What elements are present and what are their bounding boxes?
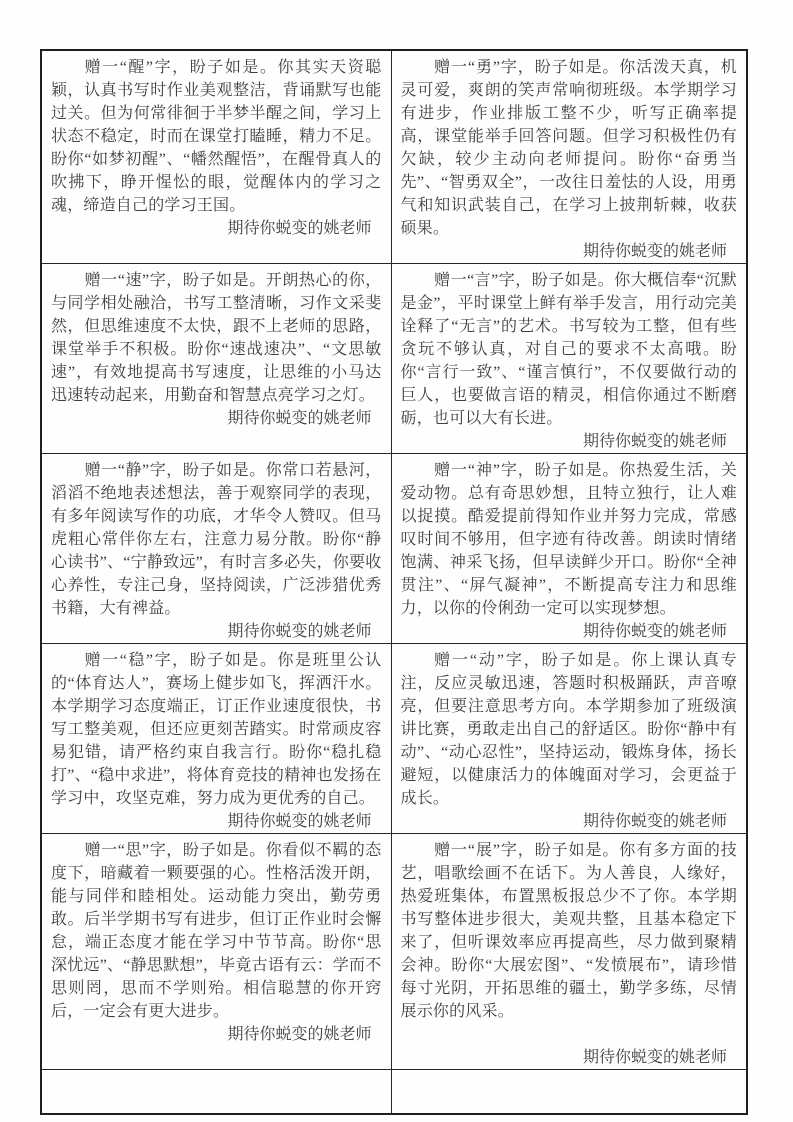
comment-text: 赠一“展”字，盼子如是。你有多方面的技艺，唱歌绘画不在话下。为人善良，人缘好，热爱班集体，布置黑板报总少不了你。本学期书写整体进步很大，美观共整，且基本稳定下来了，但听课效率应再提高些，尽力做到聚精会神。盼你“大展宏图”、“发愤展布”，请珍惜每寸光阴，开拓思维的疆土，勤学多练，尽情展示你的风采。 xyxy=(400,842,737,1020)
comment-cell-yong xyxy=(391,50,747,264)
comment-cell-jing xyxy=(41,454,391,644)
comment-cell-xing xyxy=(41,50,391,264)
comment-cell-su xyxy=(41,264,391,454)
signoff-text: 期待你蜕变的姚老师 xyxy=(582,1049,727,1066)
comment-cell-wen xyxy=(41,644,391,834)
table-row xyxy=(41,834,747,1070)
comment-cell-shen xyxy=(391,454,747,644)
signoff-text: 期待你蜕变的姚老师 xyxy=(582,623,727,640)
comment-text: 赠一“神”字，盼子如是。你热爱生活，关爱动物。总有奇思妙想，且特立独行，让人难以捉摸。酷爱提前得知作业并努力完成，常感叹时间不够用，但字迹有待改善。朗读时情绪饱满、神采飞扬，但早读鲜少开口。盼你“全神贯注”、“屏气凝神”，不断提高专注力和思维力，以你的伶俐劲一定可以实现梦想。 xyxy=(400,462,737,617)
signoff-text: 期待你蜕变的姚老师 xyxy=(227,220,372,237)
signoff-text: 期待你蜕变的姚老师 xyxy=(227,1026,372,1043)
table-row xyxy=(41,50,747,264)
empty-cell xyxy=(41,1070,391,1114)
comment-text: 赠一“醒”字，盼子如是。你其实天资聪颖，认真书写时作业美观整洁，背诵默写也能过关。但为何常徘徊于半梦半醒之间，学习上状态不稳定，时而在课堂打瞌睡，精力不足。盼你“如梦初醒”、“幡然醒悟”，在醒骨真人的吹拂下，睁开惺忪的眼，觉醒体内的学习之魂，缔造自己的学习王国。 xyxy=(51,59,382,214)
table-row xyxy=(41,644,747,834)
signoff-text: 期待你蜕变的姚老师 xyxy=(582,433,727,450)
student-comments-table xyxy=(40,49,748,1115)
comment-cell-si xyxy=(41,834,391,1070)
signoff-text: 期待你蜕变的姚老师 xyxy=(227,623,372,640)
comment-cell-zhan xyxy=(391,834,747,1070)
signoff-text: 期待你蜕变的姚老师 xyxy=(227,813,372,830)
table-row xyxy=(41,454,747,644)
comment-text: 赠一“勇”字，盼子如是。你活泼天真，机灵可爱，爽朗的笑声常响彻班级。本学期学习有进步，作业排版工整不少，听写正确率提高，课堂能举手回答问题。但学习积极性仍有欠缺，较少主动向老师提问。盼你“奋勇当先”、“智勇双全”，一改往日羞怯的人设，用勇气和知识武装自己，在学习上披荆斩棘，收获硕果。 xyxy=(400,59,737,237)
comment-text: 赠一“思”字，盼子如是。你看似不羁的态度下，暗藏着一颗要强的心。性格活泼开朗，能与同伴和睦相处。运动能力突出，勤劳勇敢。后半学期书写有进步，但订正作业时会懈怠，端正态度才能在学习中节节高。盼你“思深忧远”、“静思默想”，毕竟古语有云：学而不思则罔，思而不学则殆。相信聪慧的你开窍后，一定会有更大进步。 xyxy=(51,842,382,1020)
comment-text: 赠一“言”字，盼子如是。你大概信奉“沉默是金”，平时课堂上鲜有举手发言，用行动完美诠释了“无言”的艺术。书写较为工整，但有些贪玩不够认真，对自己的要求不太高哦。盼你“言行一致”、“谨言慎行”，不仅要做行动的巨人，也要做言语的精灵，相信你通过不断磨砺，也可以大有长进。 xyxy=(400,272,737,427)
table-row-empty xyxy=(41,1070,747,1114)
comment-text: 赠一“稳”字，盼子如是。你是班里公认的“体育达人”，赛场上健步如飞，挥洒汗水。本学期学习态度端正，订正作业速度很快，书写工整美观，但还应更刻苦踏实。时常顽皮容易犯错，请严格约束自我言行。盼你“稳扎稳打”、“稳中求进”，将体育竞技的精神也发扬在学习中，攻坚克难，努力成为更优秀的自己。 xyxy=(51,652,382,807)
signoff-text: 期待你蜕变的姚老师 xyxy=(582,813,727,830)
comment-cell-yan xyxy=(391,264,747,454)
signoff-text: 期待你蜕变的姚老师 xyxy=(582,243,727,260)
signoff-text: 期待你蜕变的姚老师 xyxy=(227,410,372,427)
comment-text: 赠一“静”字，盼子如是。你常口若悬河，滔滔不绝地表述想法，善于观察同学的表现，有多年阅读写作的功底，才华令人赞叹。但马虎粗心常伴你左右，注意力易分散。盼你“静心读书”、“宁静致远”，有时言多必失，你要收心养性，专注己身，坚持阅读，广泛涉猎优秀书籍，大有禆益。 xyxy=(51,462,382,617)
table-row xyxy=(41,264,747,454)
comment-text: 赠一“速”字，盼子如是。开朗热心的你，与同学相处融洽，书写工整清晰，习作文采斐然，但思维速度不太快，跟不上老师的思路，课堂举手不积极。盼你“速战速决”、“文思敏速”，有效地提高书写速度，让思维的小马达迅速转动起来，用勤奋和智慧点亮学习之灯。 xyxy=(51,272,382,404)
empty-cell xyxy=(391,1070,747,1114)
comment-text: 赠一“动”字，盼子如是。你上课认真专注，反应灵敏迅速，答题时积极踊跃，声音嘹亮，但要注意思考方向。本学期参加了班级演讲比赛，勇敢走出自己的舒适区。盼你“静中有动”、“动心忍性”，坚持运动，锻炼身体，扬长避短，以健康活力的体魄面对学习，会更益于成长。 xyxy=(400,652,737,807)
comment-cell-dong xyxy=(391,644,747,834)
